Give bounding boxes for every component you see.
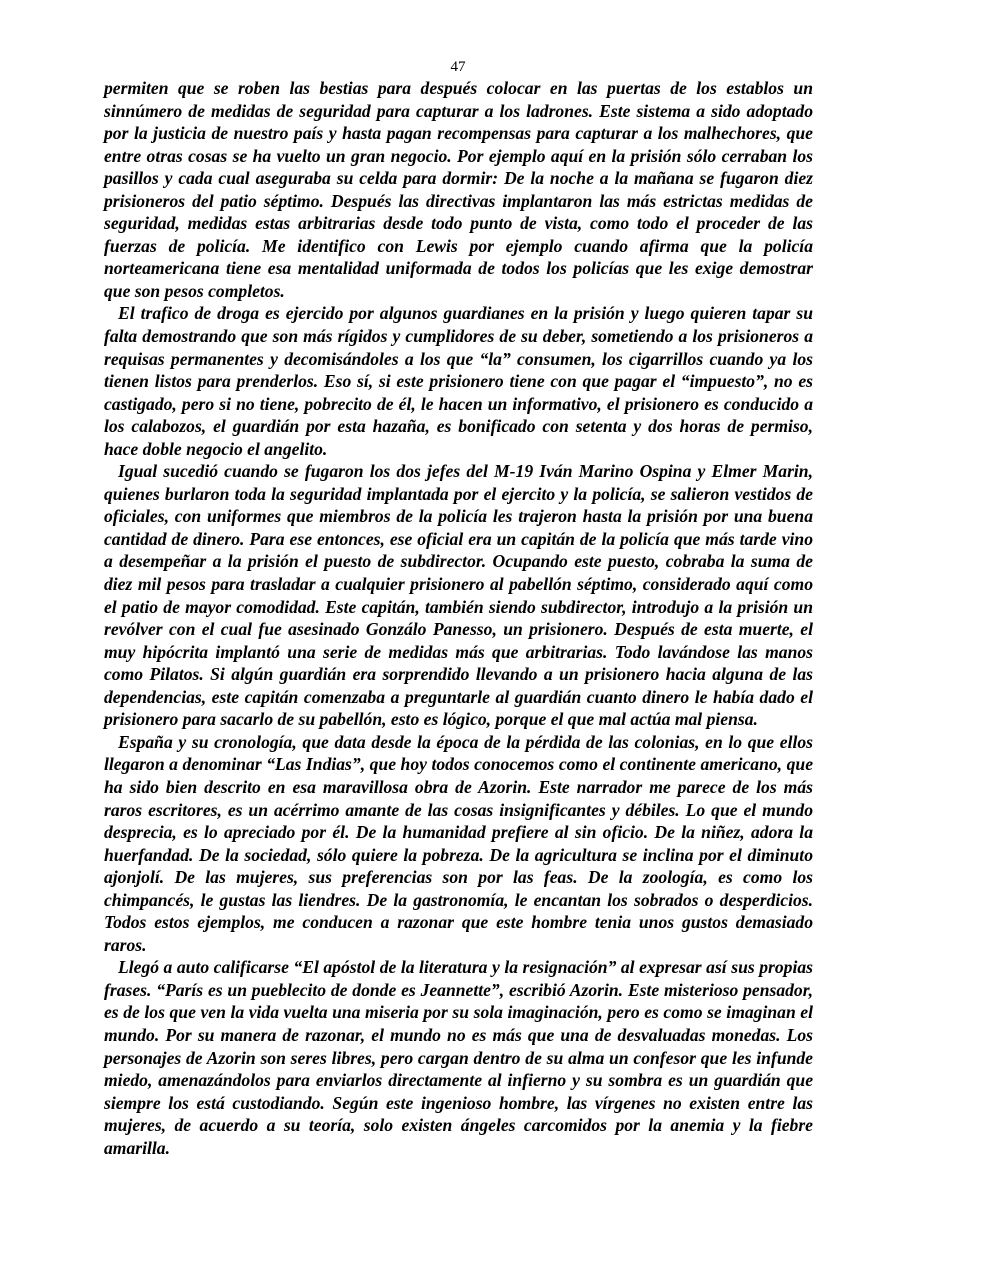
paragraph: Igual sucedió cuando se fugaron los dos jefes del M-19 Iván Marino Ospina y Elmer Marin, quienes burlaron toda la seguridad implantada por el ejercito y la policía, se salieron vestidos de oficiales, con uniformes que miembros de la policía les trajeron hasta la prisión por una buena cantidad de dinero. Para ese entonces, ese oficial era un capitán de la policía que más tarde vino a desempeñar a la prisión el puesto de subdirector. Ocupando este puesto, cobraba la suma de diez mil pesos para trasladar a cualquier prisionero al pabellón séptimo, considerado aquí como el patio de mayor comodidad. Este capitán, también siendo subdirector, introdujo a la prisión un revólver con el cual fue asesinado Gonzálo Panesso, un prisionero. Después de esta muerte, el muy hipócrita implantó una serie de medidas más que arbitrarias. Todo lavándose las manos como Pilatos. Si algún guardián era sorprendido llevando a un prisionero hacia alguna de las dependencias, este capitán comenzaba a preguntarle al guardián cuanto dinero le había dado el prisionero para sacarlo de su pabellón, esto es lógico, porque el que mal actúa mal piensa. bbox=[104, 461, 813, 730]
paragraph: España y su cronología, que data desde la época de la pérdida de las colonias, en lo que ellos llegaron a denominar “Las Indias”, que hoy todos conocemos como el continente americano, que ha sido bien descrito en esa maravillosa obra de Azorin. Este narrador me parece de los más raros escritores, es un acérrimo amante de las cosas insignificantes y débiles. Lo que el mundo desprecia, es lo apreciado por él. De la humanidad prefiere al sin oficio. De la niñez, adora la huerfandad. De la sociedad, sólo quiere la pobreza. De la agricultura se inclina por el diminuto ajonjolí. De las mujeres, sus preferencias son por las feas. De la zoología, es como los chimpancés, le gustas las liendres. De la gastronomía, le encantan los sobrados o desperdicios. Todos estos ejemplos, me conducen a razonar que este hombre tenia unos gustos demasiado raros. bbox=[104, 731, 813, 955]
text-body bbox=[104, 77, 813, 1159]
paragraph: Llegó a auto calificarse “El apóstol de la literatura y la resignación” al expresar así sus propias frases. “París es un pueblecito de donde es Jeannette”, escribió Azorin. Este misterioso pensador, es de los que ven la vida vuelta una miseria por su sola imaginación, pero es como se imaginan el mundo. Por su manera de razonar, el mundo no es más que una de desvaluadas monedas. Los personajes de Azorin son seres libres, pero cargan dentro de su alma un confesor que les infunde miedo, amenazándolos para enviarlos directamente al infierno y su sombra es un guardián que siempre los está custodiando. Según este ingenioso hombre, las vírgenes no existen entre las mujeres, de acuerdo a su teoría, solo existen ángeles carcomidos por la anemia y la fiebre amarilla. bbox=[104, 957, 813, 1158]
paragraph: El trafico de droga es ejercido por algunos guardianes en la prisión y luego quieren tapar su falta demostrando que son más rígidos y cumplidores de su deber, sometiendo a los prisioneros a requisas permanentes y decomisándoles a los que “la” consumen, los cigarrillos cuando ya los tienen listos para prenderlos. Eso sí, si este prisionero tiene con que pagar el “impuesto”, no es castigado, pero si no tiene, pobrecito de él, le hacen un informativo, el prisionero es conducido a los calabozos, el guardián por esta hazaña, es bonificado con setenta y dos horas de permiso, hace doble negocio el angelito. bbox=[104, 303, 813, 459]
paragraph: permiten que se roben las bestias para después colocar en las puertas de los establos un sinnúmero de medidas de seguridad para capturar a los ladrones. Este sistema a sido adoptado por la justicia de nuestro país y hasta pagan recompensas para capturar a los malhechores, que entre otras cosas se ha vuelto un gran negocio. Por ejemplo aquí en la prisión sólo cerraban los pasillos y cada cual aseguraba su celda para dormir: De la noche a la mañana se fugaron diez prisioneros del patio séptimo. Después las directivas implantaron las más estrictas medidas de seguridad, medidas estas arbitrarias desde todo punto de vista, como todo el proceder de las fuerzas de policía. Me identifico con Lewis por ejemplo cuando afirma que la policía norteamericana tiene esa mentalidad uniformada de todos los policías que les exige demostrar que son pesos completos. bbox=[104, 78, 813, 301]
page-number: 47 bbox=[450, 59, 466, 75]
